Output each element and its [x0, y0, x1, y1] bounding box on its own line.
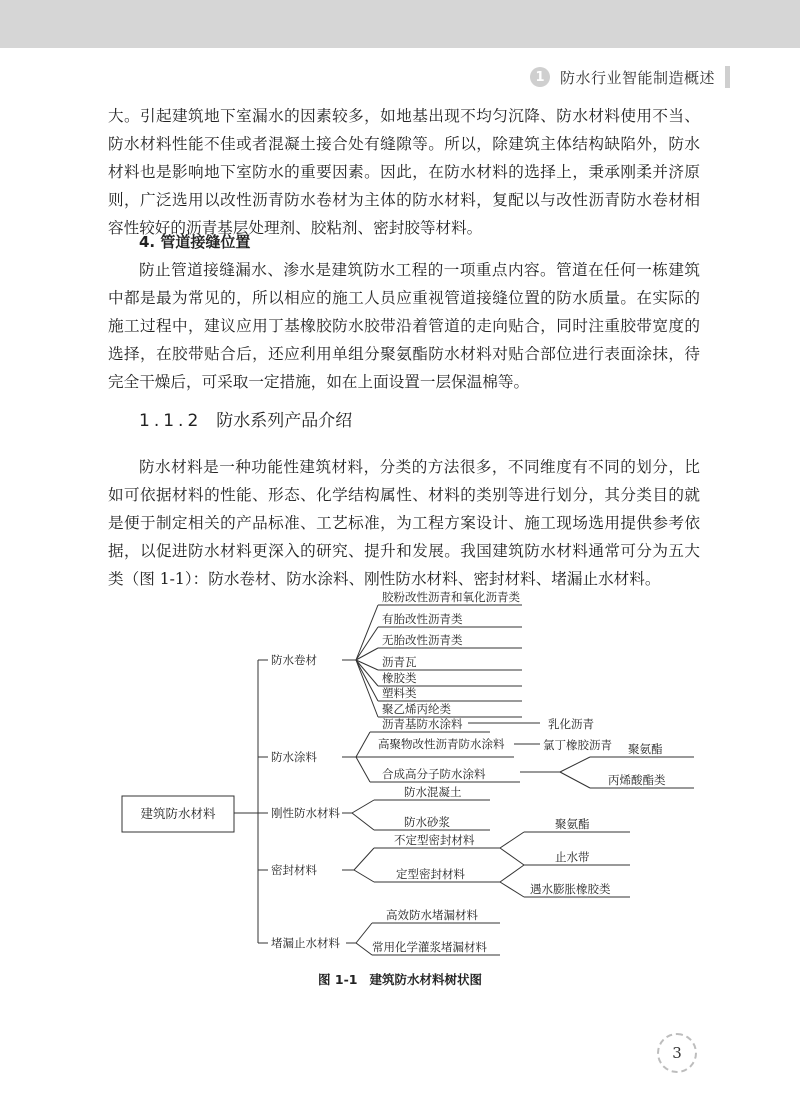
leaf-label: 高效防水堵漏材料 — [386, 908, 478, 922]
category-label: 防水卷材 — [271, 653, 317, 667]
leaf-label: 合成高分子防水涂料 — [382, 767, 486, 781]
chapter-number-badge: 1 — [530, 67, 550, 87]
leaf-label: 止水带 — [555, 850, 590, 864]
leaf-label: 聚乙烯丙纶类 — [382, 702, 451, 716]
figure-title: 建筑防水材料树状图 — [369, 972, 482, 987]
category-label: 刚性防水材料 — [271, 806, 340, 820]
section-number: 1.1.2 — [139, 411, 203, 431]
root-label: 建筑防水材料 — [140, 806, 216, 821]
leaf-label: 沥青基防水涂料 — [382, 717, 463, 731]
leaf-label: 常用化学灌浆堵漏材料 — [372, 940, 487, 954]
leaf-label: 丙烯酸酯类 — [608, 773, 666, 787]
category-label: 密封材料 — [271, 863, 317, 877]
leaf-label: 沥青瓦 — [382, 655, 417, 669]
leaf-label: 胶粉改性沥青和氧化沥青类 — [382, 590, 520, 604]
leaf-label: 乳化沥青 — [548, 717, 594, 731]
leaf-label: 遇水膨胀橡胶类 — [530, 882, 611, 896]
leaf-label: 高聚物改性沥青防水涂料 — [378, 737, 505, 751]
leaf-label: 橡胶类 — [382, 671, 417, 685]
leaf-label: 不定型密封材料 — [394, 833, 475, 847]
subheading-pipe-joints: 4. 管道接缝位置 — [139, 233, 251, 251]
section-title: 防水系列产品介绍 — [216, 411, 353, 431]
paragraph-1: 大。引起建筑地下室漏水的因素较多，如地基出现不均匀沉降、防水材料使用不当、防水材料性能不佳或者混凝土接合处有缝隙等。所以，除建筑主体结构缺陷外，防水材料也是影响地下室防水的重要因素。因此，在防水材料的选择上，秉承刚柔并济原则，广泛选用以改性沥青防水卷材为主体的防水材料，复配以与改性沥青防水卷材相容性较好的沥青基层处理剂、胶粘剂、密封胶等材料。 — [108, 107, 700, 237]
leaf-label: 定型密封材料 — [396, 867, 465, 881]
leaf-label: 有胎改性沥青类 — [382, 612, 463, 626]
page-number: 3 — [672, 1044, 682, 1062]
page-number-badge — [657, 1033, 697, 1073]
leaf-label: 防水混凝土 — [404, 785, 462, 799]
leaf-label: 聚氨酯 — [628, 742, 663, 756]
leaf-label: 氯丁橡胶沥青 — [543, 738, 612, 752]
paragraph-2: 防止管道接缝漏水、渗水是建筑防水工程的一项重点内容。管道在任何一栋建筑中都是最为常见的，所以相应的施工人员应重视管道接缝位置的防水质量。在实际的施工过程中，建议应用丁基橡胶防水胶带沿着管道的走向贴合，同时注重胶带宽度的选择，在胶带贴合后，还应利用单组分聚氨酯防水材料对贴合部位进行表面涂抹，待完全干燥后，可采取一定措施，如在上面设置一层保温棉等。 — [108, 261, 700, 391]
leaf-label: 无胎改性沥青类 — [382, 633, 463, 647]
figure-caption — [0, 970, 800, 988]
chapter-title: 防水行业智能制造概述 — [560, 68, 716, 87]
category-label: 堵漏止水材料 — [271, 936, 340, 950]
leaf-label: 防水砂浆 — [404, 815, 450, 829]
paragraph-3: 防水材料是一种功能性建筑材料，分类的方法很多，不同维度有不同的划分，比如可依据材料的性能、形态、化学结构属性、材料的类别等进行划分，其分类目的就是便于制定相关的产品标准、工艺标准，为工程方案设计、施工现场选用提供参考依据，以促进防水材料更深入的研究、提升和发展。我国建筑防水材料通常可分为五大类（图 1-1）：防水卷材、防水涂料、刚性防水材料、密封材料、堵漏止水材料。 — [108, 458, 700, 588]
leaf-label: 塑料类 — [382, 686, 417, 700]
leaf-label: 聚氨酯 — [555, 817, 590, 831]
category-label: 防水涂料 — [271, 750, 317, 764]
figure-number: 图 1-1 — [318, 972, 358, 987]
